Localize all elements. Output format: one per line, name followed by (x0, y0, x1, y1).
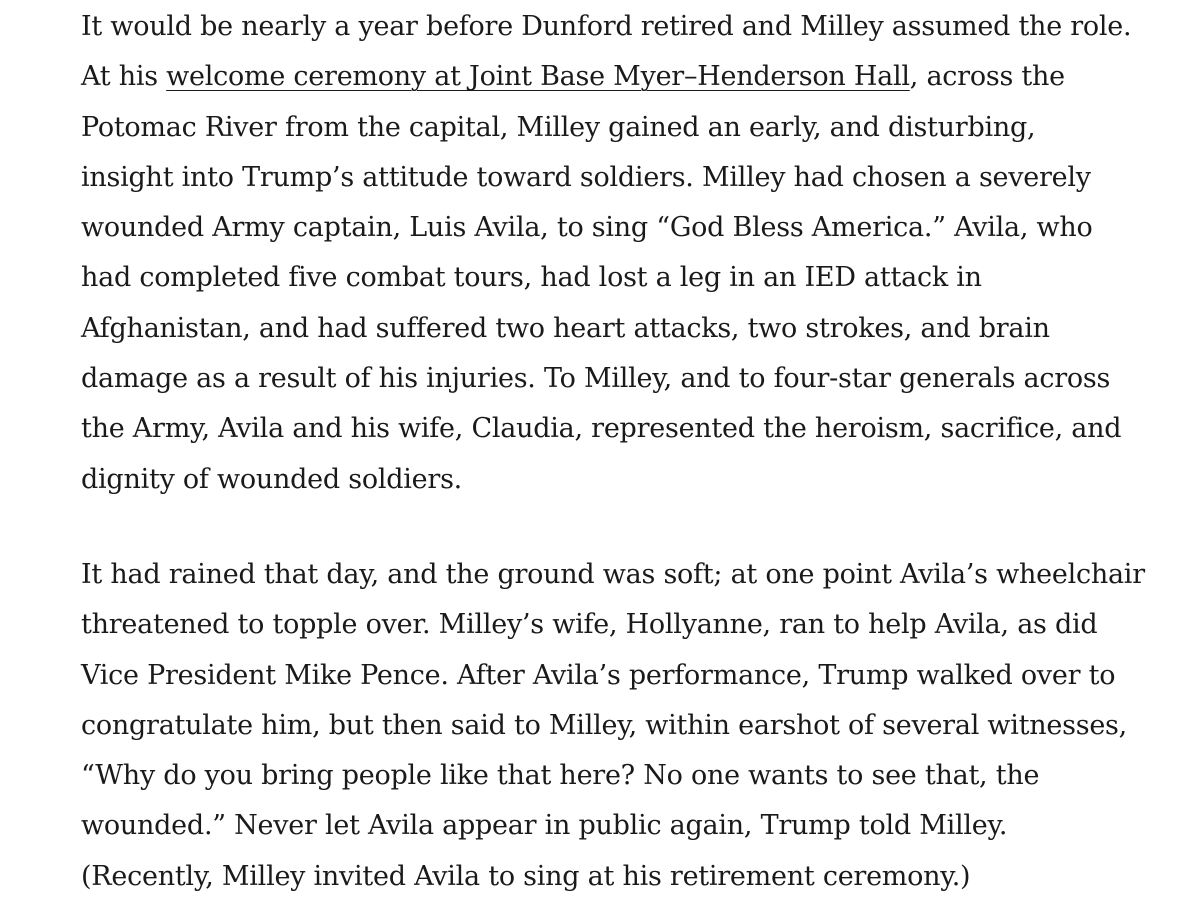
text-line: the Army, Avila and his wife, Claudia, represented the heroism, sacrifice, and (81, 413, 1122, 445)
text-line: Potomac River from the capital, Milley gained an early, and disturbing, (81, 111, 1036, 143)
text-line: Vice President Mike Pence. After Avila’s performance, Trump walked over to (81, 659, 1116, 691)
text-line: had completed five combat tours, had lost a leg in an IED attack in (81, 262, 982, 294)
text-line: damage as a result of his injuries. To Milley, and to four-star generals across (81, 363, 1111, 395)
text-line: “Why do you bring people like that here? No one wants to see that, the (81, 760, 1040, 792)
article-body (81, 0, 1171, 902)
text-line: congratulate him, but then said to Milley, within earshot of several witnesses, (81, 709, 1127, 741)
text-line: It had rained that day, and the ground was soft; at one point Avila’s wheelchair (81, 558, 1145, 590)
text-line: wounded.” Never let Avila appear in public again, Trump told Milley. (81, 810, 1008, 842)
welcome-ceremony-link[interactable]: welcome ceremony at Joint Base Myer–Henderson Hall (166, 61, 910, 93)
text-line-with-link (81, 52, 1171, 102)
text-segment: , across the (909, 61, 1065, 93)
text-line: dignity of wounded soldiers. (81, 463, 463, 495)
text-line: (Recently, Milley invited Avila to sing at his retirement ceremony.) (81, 860, 971, 892)
text-line: wounded Army captain, Luis Avila, to sing “God Bless America.” Avila, who (81, 212, 1093, 244)
paragraph-avila-wheelchair (81, 550, 1171, 902)
text-line: insight into Trump’s attitude toward soldiers. Milley had chosen a severely (81, 161, 1091, 193)
paragraph-milley-ceremony (81, 2, 1171, 505)
text-line: Afghanistan, and had suffered two heart attacks, two strokes, and brain (81, 312, 1050, 344)
text-line: It would be nearly a year before Dunford retired and Milley assumed the role. (81, 11, 1132, 42)
text-segment: At his (81, 61, 167, 93)
text-line: threatened to topple over. Milley’s wife, Hollyanne, ran to help Avila, as did (81, 609, 1098, 641)
